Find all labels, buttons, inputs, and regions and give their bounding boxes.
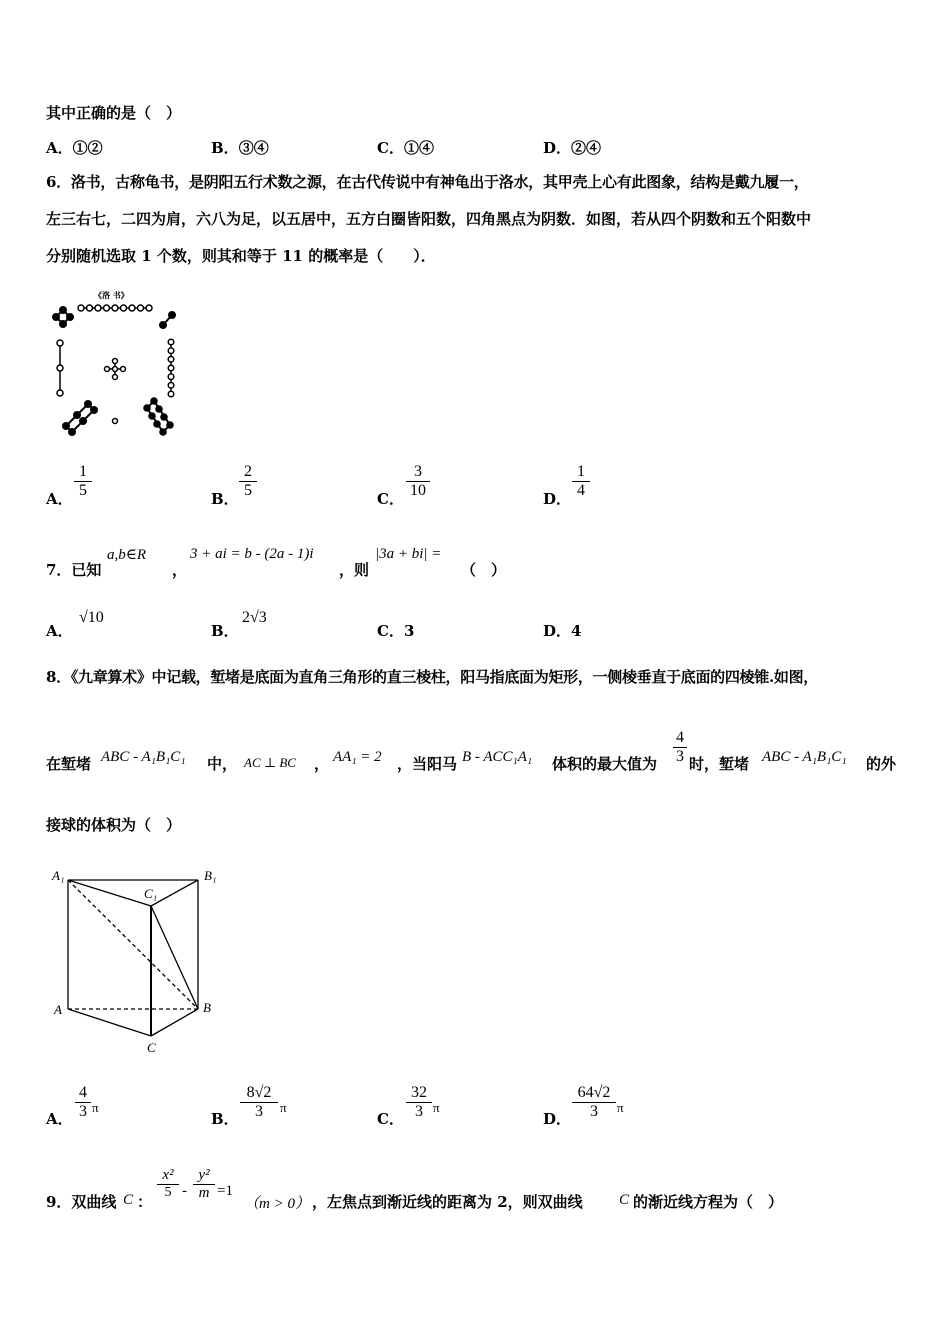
q8-p6: 时，堑堵 [689, 755, 750, 773]
q6-option-c-value: 3 10 [406, 463, 430, 500]
q9-frac-y: y² m [193, 1167, 215, 1202]
q9-rest-2: 的渐近线方程为（ ） [633, 1193, 784, 1211]
label-a1: A₁ [52, 868, 65, 883]
q6-option-a-label: A． [46, 490, 73, 508]
q6-option-b-value: 2 5 [239, 463, 257, 500]
q6-option-a-value: 1 5 [74, 463, 92, 500]
q9-minus: - [182, 1183, 187, 1199]
q9-rest: ，左焦点到渐近线的距离为 2，则双曲线 [312, 1193, 583, 1211]
q8-option-d-frac: 64√2 3 [572, 1084, 616, 1121]
q9-curve: C [123, 1192, 134, 1208]
q6-line1: 6．洛书，古称龟书，是阴阳五行术数之源，在古代传说中有神龟出于洛水，其甲壳上心有此图象，结构是戴九履一， [46, 173, 809, 191]
q7-abs: |3a + bi| = [375, 546, 442, 562]
q8-option-d-label: D． [543, 1110, 572, 1128]
q8-p4: ，当阳马 [397, 755, 458, 773]
q7-option-a-value: √10 [79, 609, 104, 626]
q8-line3: 接球的体积为（ ） [46, 816, 182, 834]
luoshu-title: 《洛 书》 [94, 290, 129, 300]
q8-solid-2: ABC - A₁B₁C₁ [762, 749, 847, 765]
q5-option-d: D．②④ [543, 139, 602, 157]
label-a: A [54, 1002, 62, 1017]
q7-option-a-label: A． [46, 622, 73, 640]
q7-equation: 3 + ai = b - (2a - 1)i [190, 546, 314, 562]
q6-option-b-label: B． [211, 490, 239, 508]
q8-option-d-pi: π [617, 1100, 624, 1115]
q8-option-a-pi: π [92, 1100, 99, 1115]
q7-prefix: 7．已知 [46, 561, 102, 579]
q8-option-c-label: C． [377, 1110, 404, 1128]
q6-line2: 左三右七，二四为肩，六八为足，以五居中，五方白圈皆阳数，四角黑点为阴数．如图，若从四个阴数和五个阳数中 [46, 210, 812, 228]
q8-option-a-label: A． [46, 1110, 73, 1128]
q8-option-b-frac: 8√2 3 [240, 1084, 278, 1121]
q7-option-b-label: B． [211, 622, 239, 640]
q7-condition: a,b∈R [107, 547, 147, 563]
label-c1: C₁ [144, 886, 158, 901]
label-b1: B₁ [204, 868, 217, 883]
q7-option-b-value: 2√3 [242, 609, 267, 626]
q7-option-d: D．4 [543, 622, 582, 640]
q6-option-d-value: 1 4 [572, 463, 590, 500]
q5-stem: 其中正确的是（ ） [46, 104, 182, 122]
q9-colon: ： [137, 1193, 153, 1211]
q8-line1: 8．《九章算术》中记载，堑堵是底面为直角三角形的直三棱柱，阳马指底面为矩形，一侧棱垂直于底面的四棱锥.如图， [46, 668, 818, 686]
q9-eq1: =1 [217, 1183, 233, 1199]
q9-condition: （m > 0） [244, 1196, 310, 1212]
label-c: C [147, 1040, 156, 1055]
q7-then: ，则 [339, 561, 370, 579]
q7-paren: （ ） [461, 561, 507, 579]
q8-option-c-frac: 32 3 [406, 1084, 432, 1121]
q5-option-b: B．③④ [211, 139, 269, 157]
q5-option-a: A．①② [46, 139, 103, 157]
label-b: B [203, 1000, 211, 1015]
q5-option-c: C．①④ [377, 139, 434, 157]
q8-option-a-frac: 4 3 [75, 1084, 91, 1121]
q8-p5: 体积的最大值为 [552, 755, 658, 773]
q8-aa1: AA₁ = 2 [333, 749, 382, 765]
q8-p2: 中， [207, 755, 238, 773]
q8-p3: ， [314, 755, 330, 773]
q8-yangma: B - ACC₁A₁ [462, 749, 533, 765]
q8-perp: AC ⊥ BC [244, 755, 296, 770]
q6-option-c-label: C． [377, 490, 404, 508]
q8-option-c-pi: π [433, 1100, 440, 1115]
q8-solid: ABC - A₁B₁C₁ [101, 749, 186, 765]
q9-prefix: 9．双曲线 [46, 1193, 117, 1211]
q6-line3: 分别随机选取 1 个数，则其和等于 11 的概率是（ ）． [46, 247, 436, 265]
q8-p1: 在堑堵 [46, 755, 92, 773]
q8-p7: 的外 [866, 755, 897, 773]
prism-figure [46, 862, 226, 1062]
q8-option-b-label: B． [211, 1110, 239, 1128]
q7-separator: ， [172, 561, 188, 579]
q7-option-c: C．3 [377, 622, 415, 640]
q9-curve-2: C [619, 1192, 630, 1208]
luoshu-figure [46, 286, 196, 438]
q6-option-d-label: D． [543, 490, 572, 508]
q8-option-b-pi: π [280, 1100, 287, 1115]
q8-max-volume: 4 3 [673, 729, 687, 766]
q9-frac-x: x² 5 [157, 1167, 179, 1201]
